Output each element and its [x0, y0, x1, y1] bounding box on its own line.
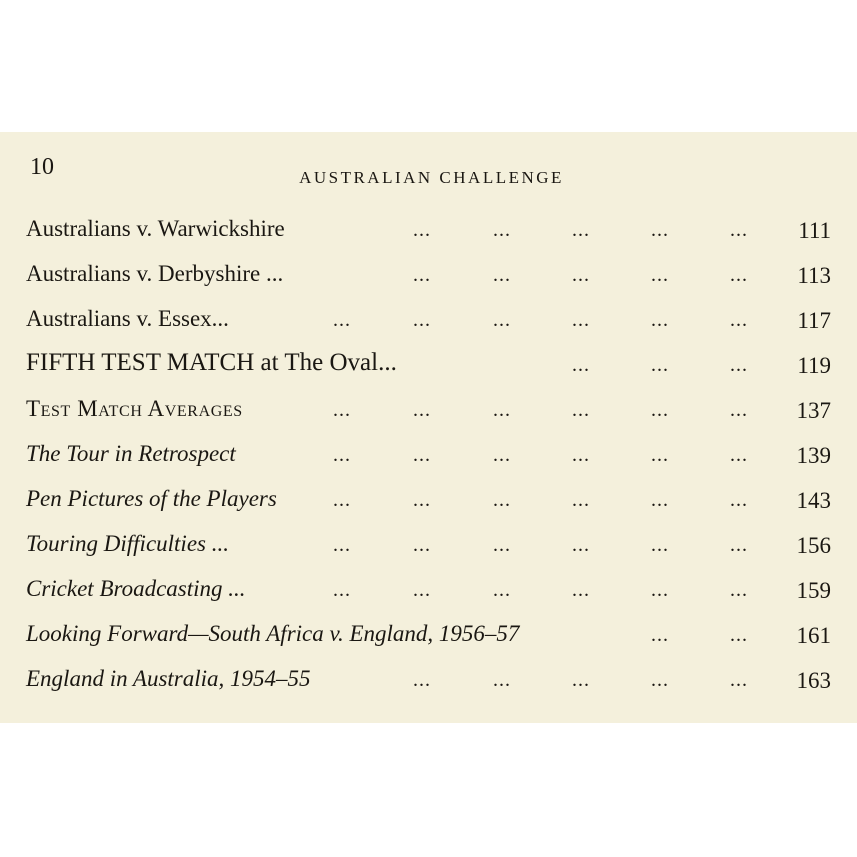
entry-title: Looking Forward—South Africa v. England, 1956–57	[26, 621, 520, 646]
contents-entry	[0, 253, 857, 293]
dot-leader: ...	[493, 264, 511, 286]
entry-page: 113	[797, 263, 831, 288]
dot-leader: ...	[730, 354, 748, 376]
entry-page: 117	[797, 308, 831, 333]
contents-entry	[0, 388, 857, 428]
dot-leader: ...	[730, 624, 748, 646]
entry-title: Pen Pictures of the Players	[26, 486, 277, 511]
dot-leader: ...	[651, 354, 669, 376]
book-page	[0, 132, 857, 723]
contents-entry	[0, 658, 857, 698]
dot-leader: ...	[493, 669, 511, 691]
dot-leader: ...	[413, 399, 431, 421]
entry-title: FIFTH TEST MATCH at The Oval...	[26, 349, 397, 376]
dot-leader: ...	[413, 534, 431, 556]
dot-leader: ...	[651, 264, 669, 286]
dot-leader: ...	[651, 579, 669, 601]
dot-leader: ...	[730, 534, 748, 556]
dot-leader: ...	[730, 579, 748, 601]
dot-leader: ...	[333, 399, 351, 421]
dot-leader: ...	[730, 669, 748, 691]
dot-leader: ...	[572, 534, 590, 556]
dot-leader: ...	[572, 264, 590, 286]
dot-leader: ...	[413, 219, 431, 241]
contents-entry	[0, 208, 857, 248]
contents-entry	[0, 343, 857, 383]
entry-page: 143	[796, 488, 831, 513]
entry-page: 139	[796, 443, 831, 468]
dot-leader: ...	[413, 489, 431, 511]
dot-leader: ...	[333, 489, 351, 511]
contents-entry	[0, 478, 857, 518]
dot-leader: ...	[493, 309, 511, 331]
dot-leader: ...	[572, 354, 590, 376]
dot-leader: ...	[413, 309, 431, 331]
entry-title: Australians v. Derbyshire ...	[26, 261, 284, 286]
dot-leader: ...	[333, 309, 351, 331]
dot-leader: ...	[651, 444, 669, 466]
dot-leader: ...	[730, 489, 748, 511]
dot-leader: ...	[333, 444, 351, 466]
entry-title: Cricket Broadcasting ...	[26, 576, 246, 601]
dot-leader: ...	[572, 489, 590, 511]
dot-leader: ...	[493, 534, 511, 556]
dot-leader: ...	[572, 669, 590, 691]
dot-leader: ...	[572, 444, 590, 466]
dot-leader: ...	[413, 669, 431, 691]
dot-leader: ...	[493, 399, 511, 421]
dot-leader: ...	[572, 399, 590, 421]
dot-leader: ...	[493, 579, 511, 601]
contents-entry	[0, 433, 857, 473]
dot-leader: ...	[730, 264, 748, 286]
contents-entry	[0, 523, 857, 563]
contents-entry	[0, 613, 857, 653]
entry-page: 111	[798, 218, 831, 243]
dot-leader: ...	[333, 534, 351, 556]
entry-title: England in Australia, 1954–55	[26, 666, 311, 691]
dot-leader: ...	[651, 399, 669, 421]
dot-leader: ...	[651, 489, 669, 511]
dot-leader: ...	[572, 219, 590, 241]
dot-leader: ...	[730, 399, 748, 421]
entry-page: 163	[796, 668, 831, 693]
dot-leader: ...	[651, 309, 669, 331]
dot-leader: ...	[730, 444, 748, 466]
contents-entry	[0, 568, 857, 608]
entry-page: 161	[796, 623, 831, 648]
entry-title: Australians v. Warwickshire	[26, 216, 285, 241]
entry-title: The Tour in Retrospect	[26, 441, 236, 466]
dot-leader: ...	[651, 624, 669, 646]
dot-leader: ...	[413, 444, 431, 466]
entry-page: 159	[796, 578, 831, 603]
running-head: AUSTRALIAN CHALLENGE	[299, 168, 564, 187]
entry-page: 137	[796, 398, 831, 423]
page-number: 10	[30, 154, 54, 180]
dot-leader: ...	[493, 444, 511, 466]
dot-leader: ...	[493, 219, 511, 241]
dot-leader: ...	[651, 219, 669, 241]
entry-page: 119	[797, 353, 831, 378]
dot-leader: ...	[572, 309, 590, 331]
dot-leader: ...	[572, 579, 590, 601]
dot-leader: ...	[493, 489, 511, 511]
entry-title: Test Match Averages	[26, 396, 243, 421]
dot-leader: ...	[730, 219, 748, 241]
dot-leader: ...	[730, 309, 748, 331]
dot-leader: ...	[651, 534, 669, 556]
entry-title: Australians v. Essex...	[26, 306, 229, 331]
dot-leader: ...	[651, 669, 669, 691]
dot-leader: ...	[413, 264, 431, 286]
entry-page: 156	[796, 533, 831, 558]
entry-title: Touring Difficulties ...	[26, 531, 229, 556]
dot-leader: ...	[333, 579, 351, 601]
contents-entry	[0, 298, 857, 338]
dot-leader: ...	[413, 579, 431, 601]
